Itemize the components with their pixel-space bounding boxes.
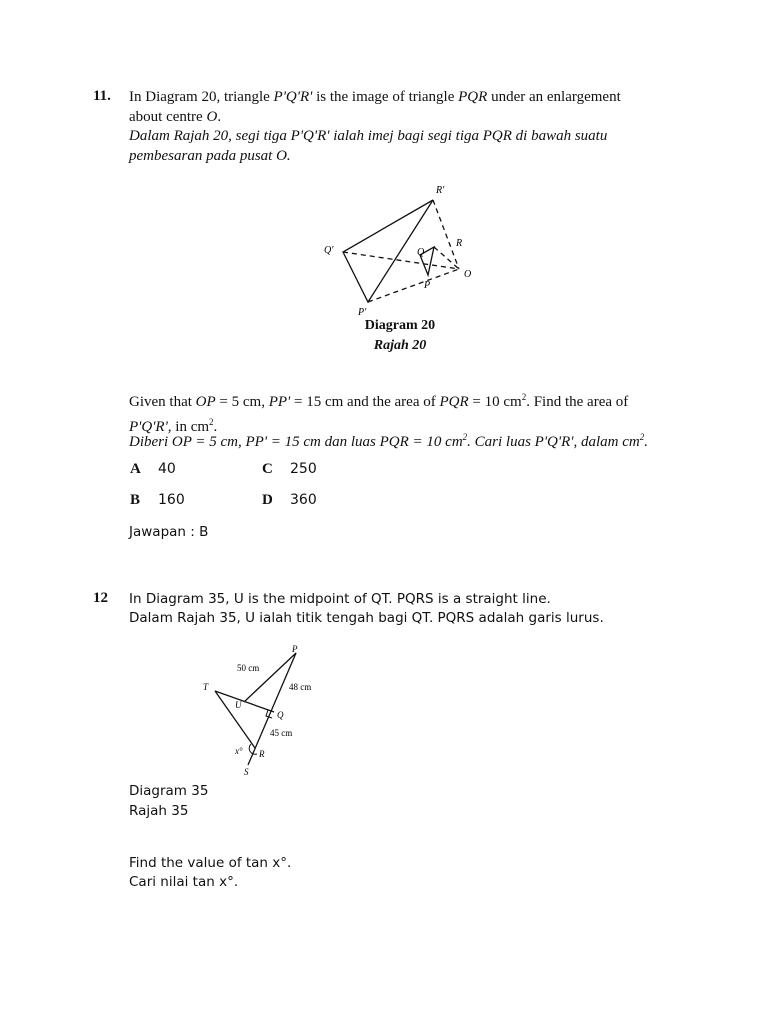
- q12-find-english: Find the value of tan x°.: [129, 855, 292, 871]
- q11-english-text: In Diagram 20, triangle P'Q'R' is the image of triangle PQR under an enlargement about centre O.: [129, 89, 621, 125]
- label-p-prime: P': [358, 307, 367, 318]
- label-x: x°: [235, 746, 243, 756]
- question-number-11: 11.: [93, 88, 111, 104]
- option-c[interactable]: C 250: [262, 461, 317, 477]
- diagram-35-caption: Diagram 35: [129, 783, 209, 799]
- diagram-20: [300, 180, 500, 320]
- question-number-12: 12: [93, 590, 108, 606]
- dashed-r-o: [434, 247, 459, 269]
- label-r-prime: R': [436, 185, 445, 196]
- label-p: P: [292, 644, 298, 654]
- label-u: U: [235, 700, 242, 710]
- label-r: R: [259, 749, 265, 759]
- q12-find-malay: Cari nilai tan x°.: [129, 874, 239, 890]
- dashed-p1-o: [368, 269, 459, 302]
- length-45: 45 cm: [270, 728, 293, 738]
- diagram-35: [195, 640, 335, 780]
- label-o: O: [464, 269, 472, 280]
- length-48: 48 cm: [289, 682, 312, 692]
- line-pu: [244, 653, 296, 702]
- option-a[interactable]: A 40: [130, 461, 176, 477]
- option-b[interactable]: B 160: [130, 492, 185, 508]
- rajah-20-caption: Rajah 20: [373, 338, 427, 353]
- label-p: P: [424, 280, 431, 291]
- diagram-20-caption: Diagram 20: [364, 318, 436, 333]
- q11-given-english: Given that OP = 5 cm, PP' = 15 cm and the area of PQR = 10 $cm^2$. Find the area of P'Q'R', in $cm^2$.: [129, 392, 629, 435]
- q12-malay-text: Dalam Rajah 35, U ialah titik tengah bagi QT. PQRS adalah garis lurus.: [129, 610, 604, 626]
- q12-english-text: In Diagram 35, U is the midpoint of QT. PQRS is a straight line.: [129, 591, 551, 607]
- label-q: Q: [417, 247, 425, 258]
- label-t: T: [203, 682, 209, 692]
- length-50: 50 cm: [237, 663, 260, 673]
- label-r: R: [456, 238, 463, 249]
- q11-answer: Jawapan : B: [129, 524, 209, 540]
- rajah-35-caption: Rajah 35: [129, 803, 189, 819]
- dashed-r1-o: [433, 200, 459, 269]
- label-q: Q: [277, 710, 284, 720]
- label-q-prime: Q': [324, 245, 334, 256]
- q11-malay-text: Dalam Rajah 20, segi tiga P'Q'R' ialah imej bagi segi tiga PQR di bawah suatu pembesaran pada pusat O.: [129, 128, 608, 164]
- option-d[interactable]: D 360: [262, 492, 317, 508]
- q11-given-malay: Diberi OP = 5 cm, PP' = 15 cm dan luas PQR = 10 $cm^2$. Cari luas P'Q'R', dalam $cm^2$.: [129, 432, 648, 450]
- label-s: S: [244, 767, 249, 777]
